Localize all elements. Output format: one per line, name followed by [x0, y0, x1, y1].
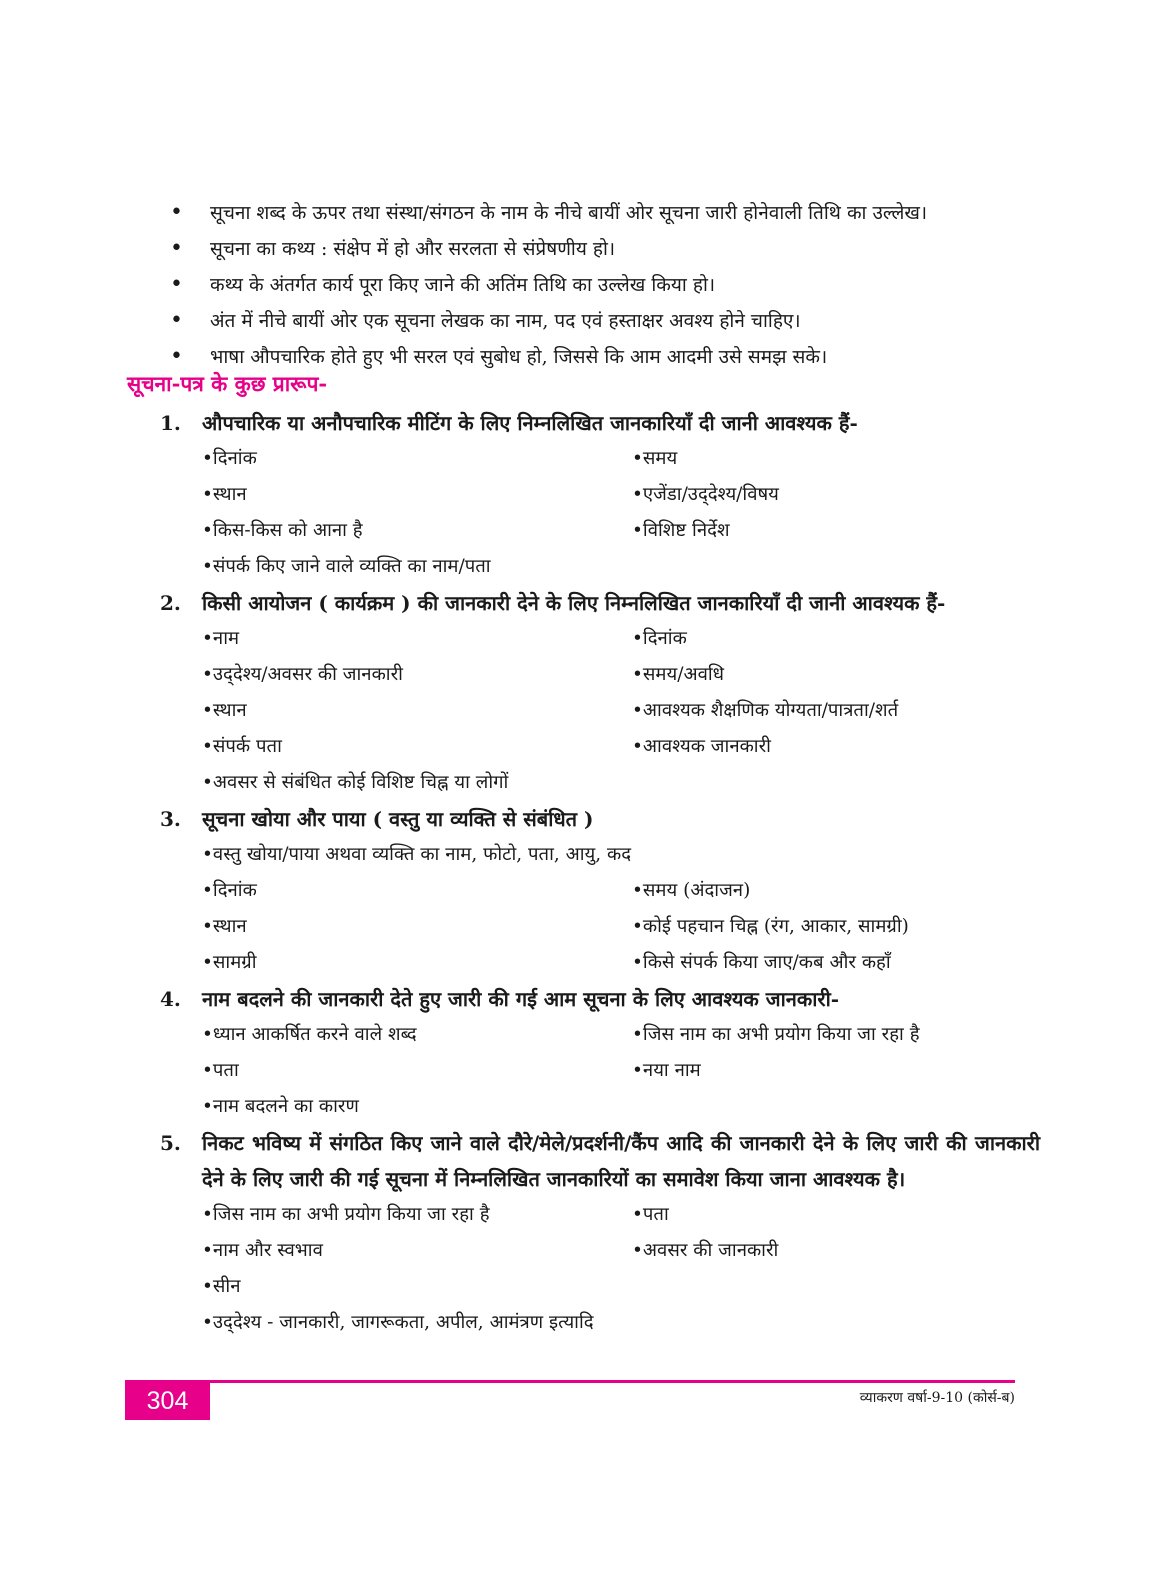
list-item: • जिस नाम का अभी प्रयोग किया जा रहा है [202, 1197, 632, 1233]
list-item: • सीन [202, 1269, 1062, 1305]
format-section-5 [160, 1125, 1040, 1341]
format-section-2 [160, 585, 1040, 801]
list-item: • आवश्यक जानकारी [632, 729, 1062, 765]
footer-divider [125, 1380, 1015, 1383]
intro-bullet: • अंत में नीचे बायीं ओर एक सूचना लेखक का नाम, पद एवं हस्ताक्षर अवश्य होने चाहिए। [170, 303, 1050, 339]
section-items [202, 441, 1040, 585]
list-item: • जिस नाम का अभी प्रयोग किया जा रहा है [632, 1017, 1062, 1053]
list-item: • कोई पहचान चिह्न (रंग, आकार, सामग्री) [632, 909, 1062, 945]
list-item: • अवसर की जानकारी [632, 1233, 1062, 1269]
section-items [202, 837, 1040, 981]
list-item: • एजेंडा/उद्‌देश्य/विषय [632, 477, 1062, 513]
section-number: 2. [160, 591, 181, 615]
format-section-1 [160, 405, 1040, 585]
intro-bullet-list [170, 195, 1050, 375]
section-number: 5. [160, 1131, 181, 1155]
list-item: • अवसर से संबंधित कोई विशिष्ट चिह्न या लोगों [202, 765, 1062, 801]
list-item: • संपर्क किए जाने वाले व्यक्ति का नाम/पता [202, 549, 1062, 585]
section-title-text: सूचना खोया और पाया ( वस्तु या व्यक्ति से संबंधित ) [202, 807, 594, 831]
list-item: • पता [202, 1053, 632, 1089]
list-item: • समय/अवधि [632, 657, 1062, 693]
section-title [160, 585, 1040, 621]
list-item: • पता [632, 1197, 1062, 1233]
format-section-3 [160, 801, 1040, 981]
list-item: • ध्यान आकर्षित करने वाले शब्द [202, 1017, 632, 1053]
section-heading: सूचना-पत्र के कुछ प्रारूप- [127, 371, 328, 396]
list-item: • उद्‌देश्य/अवसर की जानकारी [202, 657, 632, 693]
intro-bullet: • भाषा औपचारिक होते हुए भी सरल एवं सुबोध हो, जिससे कि आम आदमी उसे समझ सके। [170, 339, 1050, 375]
list-item: • स्थान [202, 909, 632, 945]
intro-bullet: • सूचना शब्द के ऊपर तथा संस्था/संगठन के नाम के नीचे बायीं ओर सूचना जारी होनेवाली तिथि का उल्लेख। [170, 195, 1050, 231]
list-item: • वस्तु खोया/पाया अथवा व्यक्ति का नाम, फोटो, पता, आयु, कद [202, 837, 1062, 873]
list-item: • दिनांक [632, 621, 1062, 657]
section-title [160, 405, 1040, 441]
intro-bullet: • सूचना का कथ्य : संक्षेप में हो और सरलता से संप्रेषणीय हो। [170, 231, 1050, 267]
format-section-4 [160, 981, 1040, 1125]
section-items [202, 621, 1040, 801]
list-item: • विशिष्ट निर्देश [632, 513, 1062, 549]
section-number: 4. [160, 987, 181, 1011]
section-title [160, 1125, 1040, 1197]
intro-bullet: • कथ्य के अंतर्गत कार्य पूरा किए जाने की अतिंम तिथि का उल्लेख किया हो। [170, 267, 1050, 303]
list-item: • संपर्क पता [202, 729, 632, 765]
list-item: • समय [632, 441, 1062, 477]
section-title [160, 981, 1040, 1017]
list-item: • नाम [202, 621, 632, 657]
list-item: • आवश्यक शैक्षणिक योग्यता/पात्रता/शर्त [632, 693, 1062, 729]
section-items [202, 1197, 1040, 1341]
section-title-text: किसी आयोजन ( कार्यक्रम ) की जानकारी देने के लिए निम्नलिखित जानकारियाँ दी जानी आवश्यक हैं- [202, 591, 946, 615]
book-title: व्याकरण वर्षा-9-10 (कोर्स-ब) [859, 1390, 1015, 1406]
section-title [160, 801, 1040, 837]
list-item: • दिनांक [202, 873, 632, 909]
section-title-text: नाम बदलने की जानकारी देते हुए जारी की गई आम सूचना के लिए आवश्यक जानकारी- [202, 987, 840, 1011]
list-item: • नाम और स्वभाव [202, 1233, 632, 1269]
section-title-text: निकट भविष्य में संगठित किए जाने वाले दौरे/मेले/प्रदर्शनी/कैंप आदि की जानकारी देने के लिए जारी की जानकारी देने के लिए जारी की गई सूचना में निम्नलिखित जानकारियों का समावेश किया जाना आवश्यक है। [202, 1131, 1040, 1191]
section-title-text: औपचारिक या अनौपचारिक मीटिंग के लिए निम्नलिखित जानकारियाँ दी जानी आवश्यक हैं- [202, 411, 858, 435]
list-item: • सामग्री [202, 945, 632, 981]
page-number: 304 [125, 1380, 210, 1420]
format-sections [160, 405, 1040, 1341]
list-item: • किसे संपर्क किया जाए/कब और कहाँ [632, 945, 1062, 981]
list-item: • समय (अंदाजन) [632, 873, 1062, 909]
section-number: 3. [160, 807, 181, 831]
list-item: • स्थान [202, 477, 632, 513]
list-item: • नाम बदलने का कारण [202, 1089, 1062, 1125]
section-number: 1. [160, 411, 181, 435]
list-item: • नया नाम [632, 1053, 1062, 1089]
list-item: • दिनांक [202, 441, 632, 477]
section-items [202, 1017, 1040, 1125]
list-item: • स्थान [202, 693, 632, 729]
list-item: • किस-किस को आना है [202, 513, 632, 549]
list-item: • उद्‌देश्य - जानकारी, जागरूकता, अपील, आमंत्रण इत्यादि [202, 1305, 1062, 1341]
